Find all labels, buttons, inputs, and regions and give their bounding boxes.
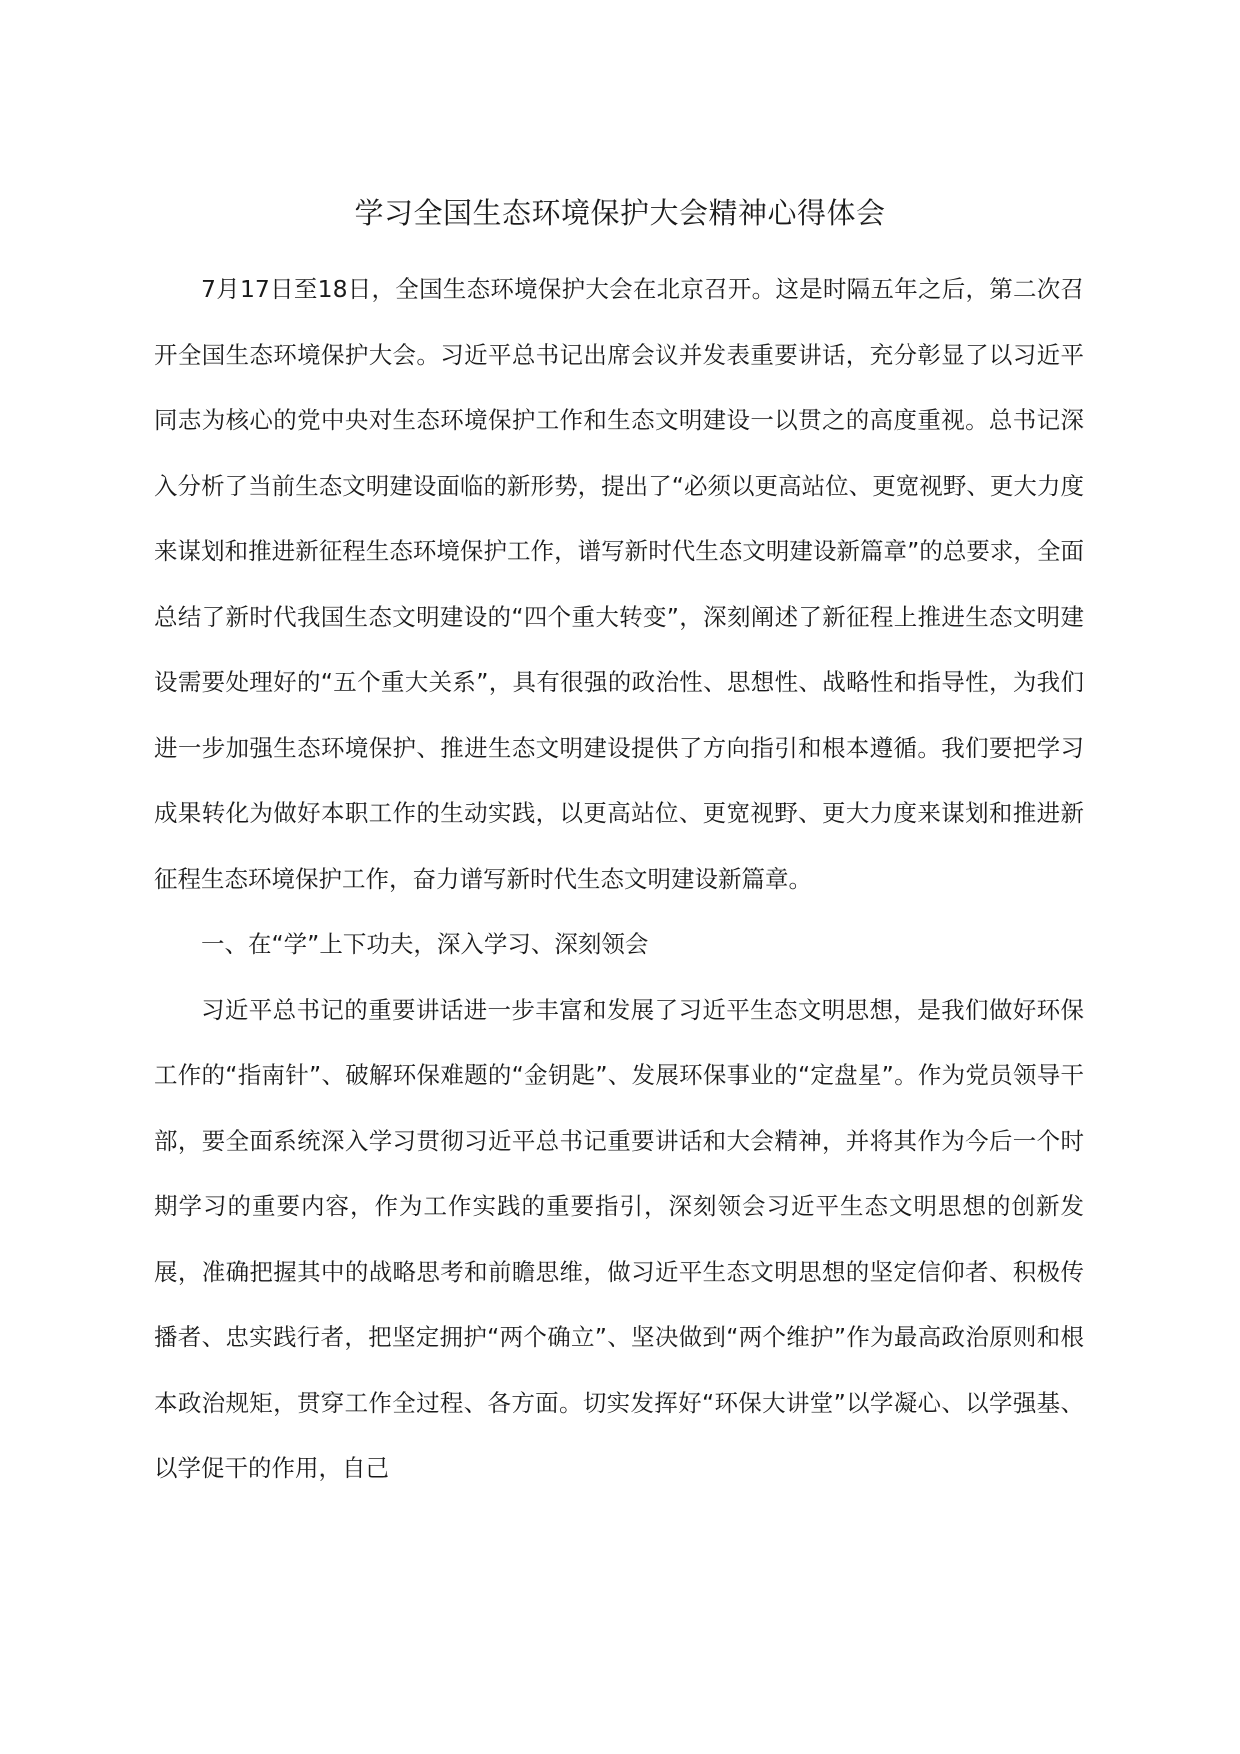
paragraph-intro: 7月17日至18日，全国生态环境保护大会在北京召开。这是时隔五年之后，第二次召开全国生态环境保护大会。习近平总书记出席会议并发表重要讲话，充分彰显了以习近平同志为核心的党中央对生态环境保护工作和生态文明建设一以贯之的高度重视。总书记深入分析了当前生态文明建设面临的新形势，提出了“必须以更高站位、更宽视野、更大力度来谋划和推进新征程生态环境保护工作，谱写新时代生态文明建设新篇章”的总要求，全面总结了新时代我国生态文明建设的“四个重大转变”，深刻阐述了新征程上推进生态文明建设需要处理好的“五个重大关系”，具有很强的政治性、思想性、战略性和指导性，为我们进一步加强生态环境保护、推进生态文明建设提供了方向指引和根本遵循。我们要把学习成果转化为做好本职工作的生动实践，以更高站位、更宽视野、更大力度来谋划和推进新征程生态环境保护工作，奋力谱写新时代生态文明建设新篇章。	[154, 275, 1084, 893]
paragraph-section-1: 习近平总书记的重要讲话进一步丰富和发展了习近平生态文明思想，是我们做好环保工作的“指南针”、破解环保难题的“金钥匙”、发展环保事业的“定盘星”。作为党员领导干部，要全面系统深入学习贯彻习近平总书记重要讲话和大会精神，并将其作为今后一个时期学习的重要内容，作为工作实践的重要指引，深刻领会习近平生态文明思想的创新发展，准确把握其中的战略思考和前瞻思维，做习近平生态文明思想的坚定信仰者、积极传播者、忠实践行者，把坚定拥护“两个确立”、坚决做到“两个维护”作为最高政治原则和根本政治规矩，贯穿工作全过程、各方面。切实发挥好“环保大讲堂”以学凝心、以学强基、以学促干的作用，自己	[154, 995, 1084, 1482]
document-body	[154, 257, 1084, 1502]
document-title: 学习全国生态环境保护大会精神心得体会	[354, 196, 886, 230]
section-heading-1: 一、在“学”上下功夫，深入学习、深刻领会	[201, 930, 649, 958]
